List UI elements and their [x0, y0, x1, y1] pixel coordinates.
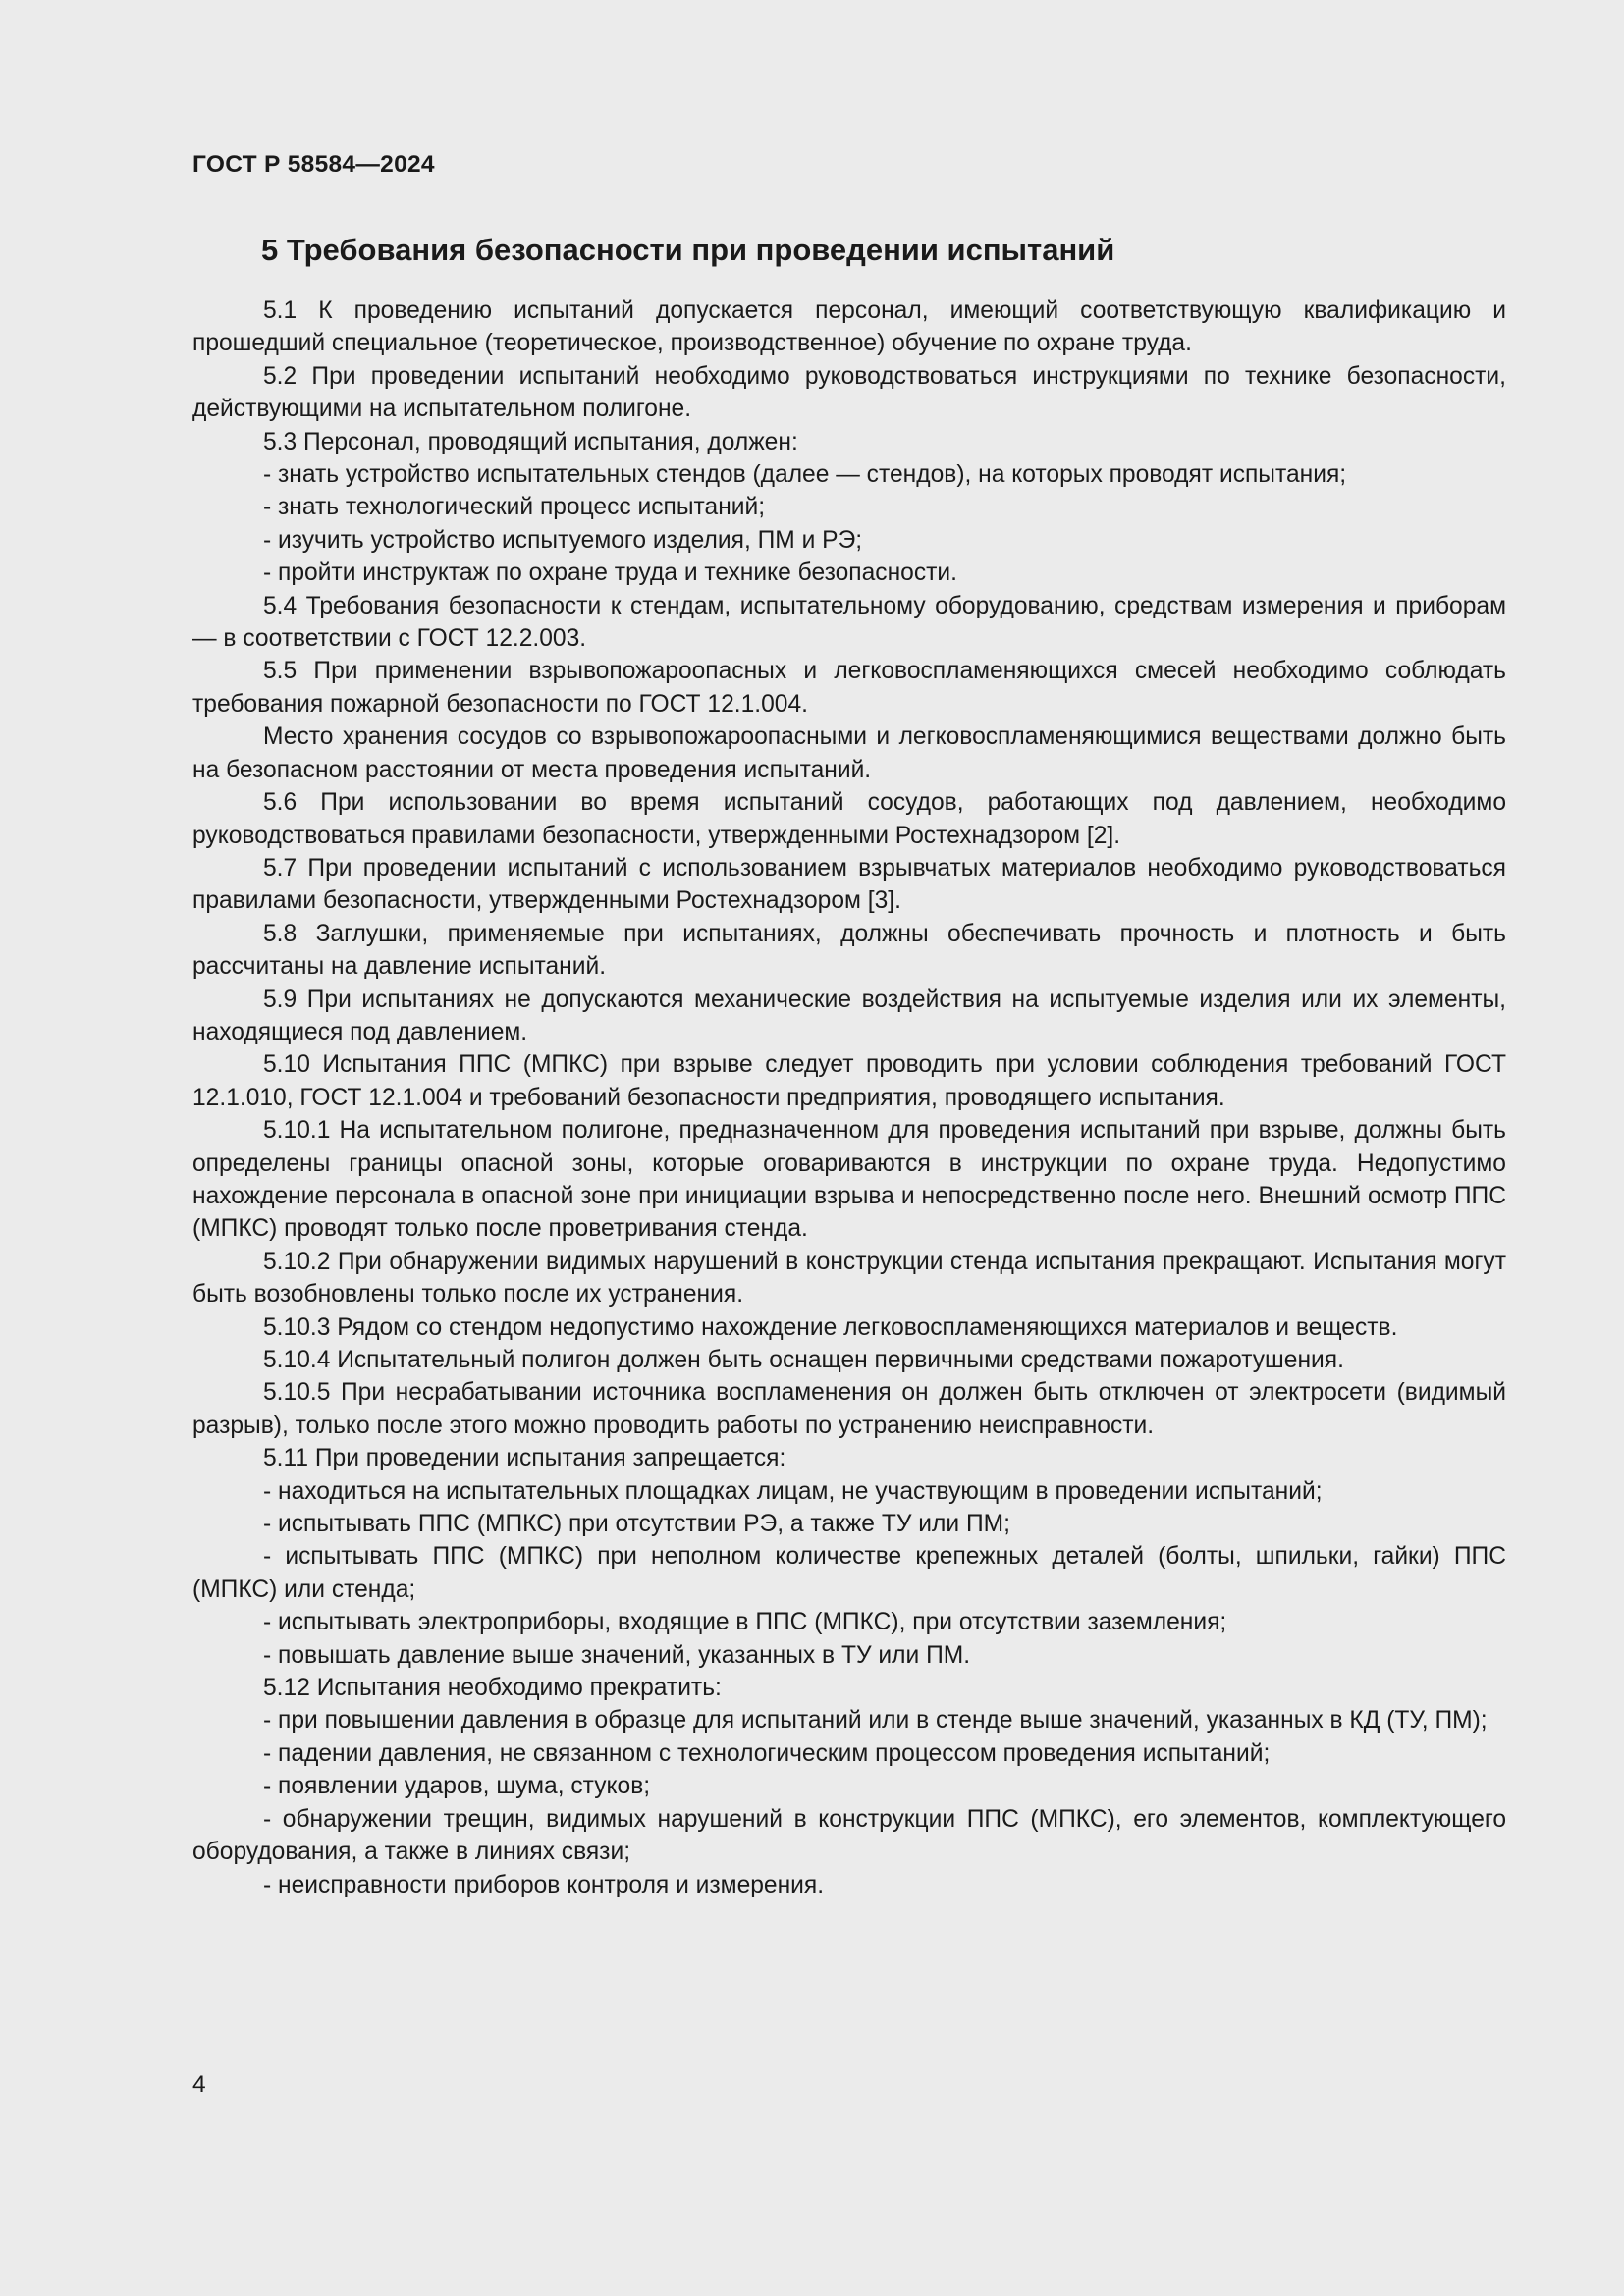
paragraph: 5.10.4 Испытательный полигон должен быть оснащен первичными средствами пожаротушения. [263, 1347, 1344, 1373]
paragraph: 5.4 Требования безопасности к стендам, испытательному оборудованию, средствам измерения и приборам — в соответствии с ГОСТ 12.2.003. [192, 592, 1506, 653]
section-body [192, 294, 1506, 1901]
page-number: 4 [192, 2071, 206, 2098]
paragraph: 5.10.5 При несрабатывании источника воспламенения он должен быть отключен от электросети (видимый разрыв), только после этого можно проводить работы по устранению неисправности. [192, 1379, 1506, 1439]
paragraph: 5.10.2 При обнаружении видимых нарушений в конструкции стенда испытания прекращают. Испытания могут быть возобновлены только после их устранения. [192, 1248, 1506, 1308]
list-item: - повышать давление выше значений, указанных в ТУ или ПМ. [263, 1641, 971, 1669]
paragraph: 5.12 Испытания необходимо прекратить: [263, 1675, 722, 1702]
list-item: - знать технологический процесс испытаний; [263, 494, 766, 521]
list-item: - при повышении давления в образце для испытаний или в стенде выше значений, указанных в КД (ТУ, ПМ); [263, 1707, 1488, 1735]
paragraph: 5.11 При проведении испытания запрещается: [263, 1445, 786, 1472]
list-item: - появлении ударов, шума, стуков; [263, 1773, 651, 1800]
paragraph: 5.10 Испытания ППС (МПКС) при взрыве следует проводить при условии соблюдения требований ГОСТ 12.1.010, ГОСТ 12.1.004 и требований безопасности предприятия, проводящего испытания. [192, 1051, 1506, 1111]
list-item: - изучить устройство испытуемого изделия, ПМ и РЭ; [263, 526, 863, 554]
paragraph: 5.10.1 На испытательном полигоне, предназначенном для проведения испытаний при взрыве, должны быть определены границы опасной зоны, которые оговариваются в инструкции по охране труда. Недопустимо нахождение персонала в опасной зоне при инициации взрыва и непосредственно после него. Внешний осмотр ППС (МПКС) проводят только после проветривания стенда. [192, 1117, 1506, 1243]
document-page [192, 147, 1506, 1901]
paragraph: 5.3 Персонал, проводящий испытания, должен: [263, 428, 798, 455]
paragraph: 5.6 При использовании во время испытаний сосудов, работающих под давлением, необходимо руководствоваться правилами безопасности, утвержденными Ростехнадзором [2]. [192, 789, 1506, 849]
list-item: - падении давления, не связанном с технологическим процессом проведения испытаний; [263, 1739, 1271, 1767]
list-item: - неисправности приборов контроля и измерения. [263, 1871, 825, 1898]
paragraph: 5.7 При проведении испытаний с использованием взрывчатых материалов необходимо руководствоваться правилами безопасности, утвержденными Ростехнадзором [3]. [192, 854, 1506, 915]
list-item: - испытывать ППС (МПКС) при отсутствии РЭ, а также ТУ или ПМ; [263, 1511, 1010, 1538]
list-item: - испытывать ППС (МПКС) при неполном количестве крепежных деталей (болты, шпильки, гайки) ППС (МПКС) или стенда; [192, 1543, 1506, 1603]
list-item: - испытывать электроприборы, входящие в ППС (МПКС), при отсутствии заземления; [263, 1609, 1227, 1636]
list-item: - обнаружении трещин, видимых нарушений в конструкции ППС (МПКС), его элементов, комплектующего оборудования, а также в линиях связи; [192, 1805, 1506, 1866]
paragraph: 5.9 При испытаниях не допускаются механические воздействия на испытуемые изделия или их элементы, находящиеся под давлением. [192, 986, 1506, 1045]
paragraph: 5.2 При проведении испытаний необходимо руководствоваться инструкциями по технике безопасности, действующими на испытательном полигоне. [192, 362, 1506, 423]
section-title: 5 Требования безопасности при проведении испытаний [261, 233, 1115, 267]
list-item: - находиться на испытательных площадках лицам, не участвующим в проведении испытаний; [263, 1477, 1323, 1505]
paragraph: 5.1 К проведению испытаний допускается персонал, имеющий соответствующую квалификацию и прошедший специальное (теоретическое, производственное) обучение по охране труда. [192, 297, 1506, 357]
paragraph: Место хранения сосудов со взрывопожароопасными и легковоспламеняющимися веществами должно быть на безопасном расстоянии от места проведения испытаний. [192, 723, 1506, 783]
document-header: ГОСТ Р 58584—2024 [192, 151, 435, 178]
paragraph: 5.10.3 Рядом со стендом недопустимо нахождение легковоспламеняющихся материалов и веществ. [263, 1313, 1398, 1341]
paragraph: 5.8 Заглушки, применяемые при испытаниях, должны обеспечивать прочность и плотность и быть рассчитаны на давление испытаний. [192, 920, 1506, 981]
list-item: - знать устройство испытательных стендов (далее — стендов), на которых проводят испытания; [263, 461, 1347, 489]
list-item: - пройти инструктаж по охране труда и технике безопасности. [263, 560, 957, 587]
paragraph: 5.5 При применении взрывопожароопасных и легковоспламеняющихся смесей необходимо соблюдать требования пожарной безопасности по ГОСТ 12.1.004. [192, 658, 1506, 718]
